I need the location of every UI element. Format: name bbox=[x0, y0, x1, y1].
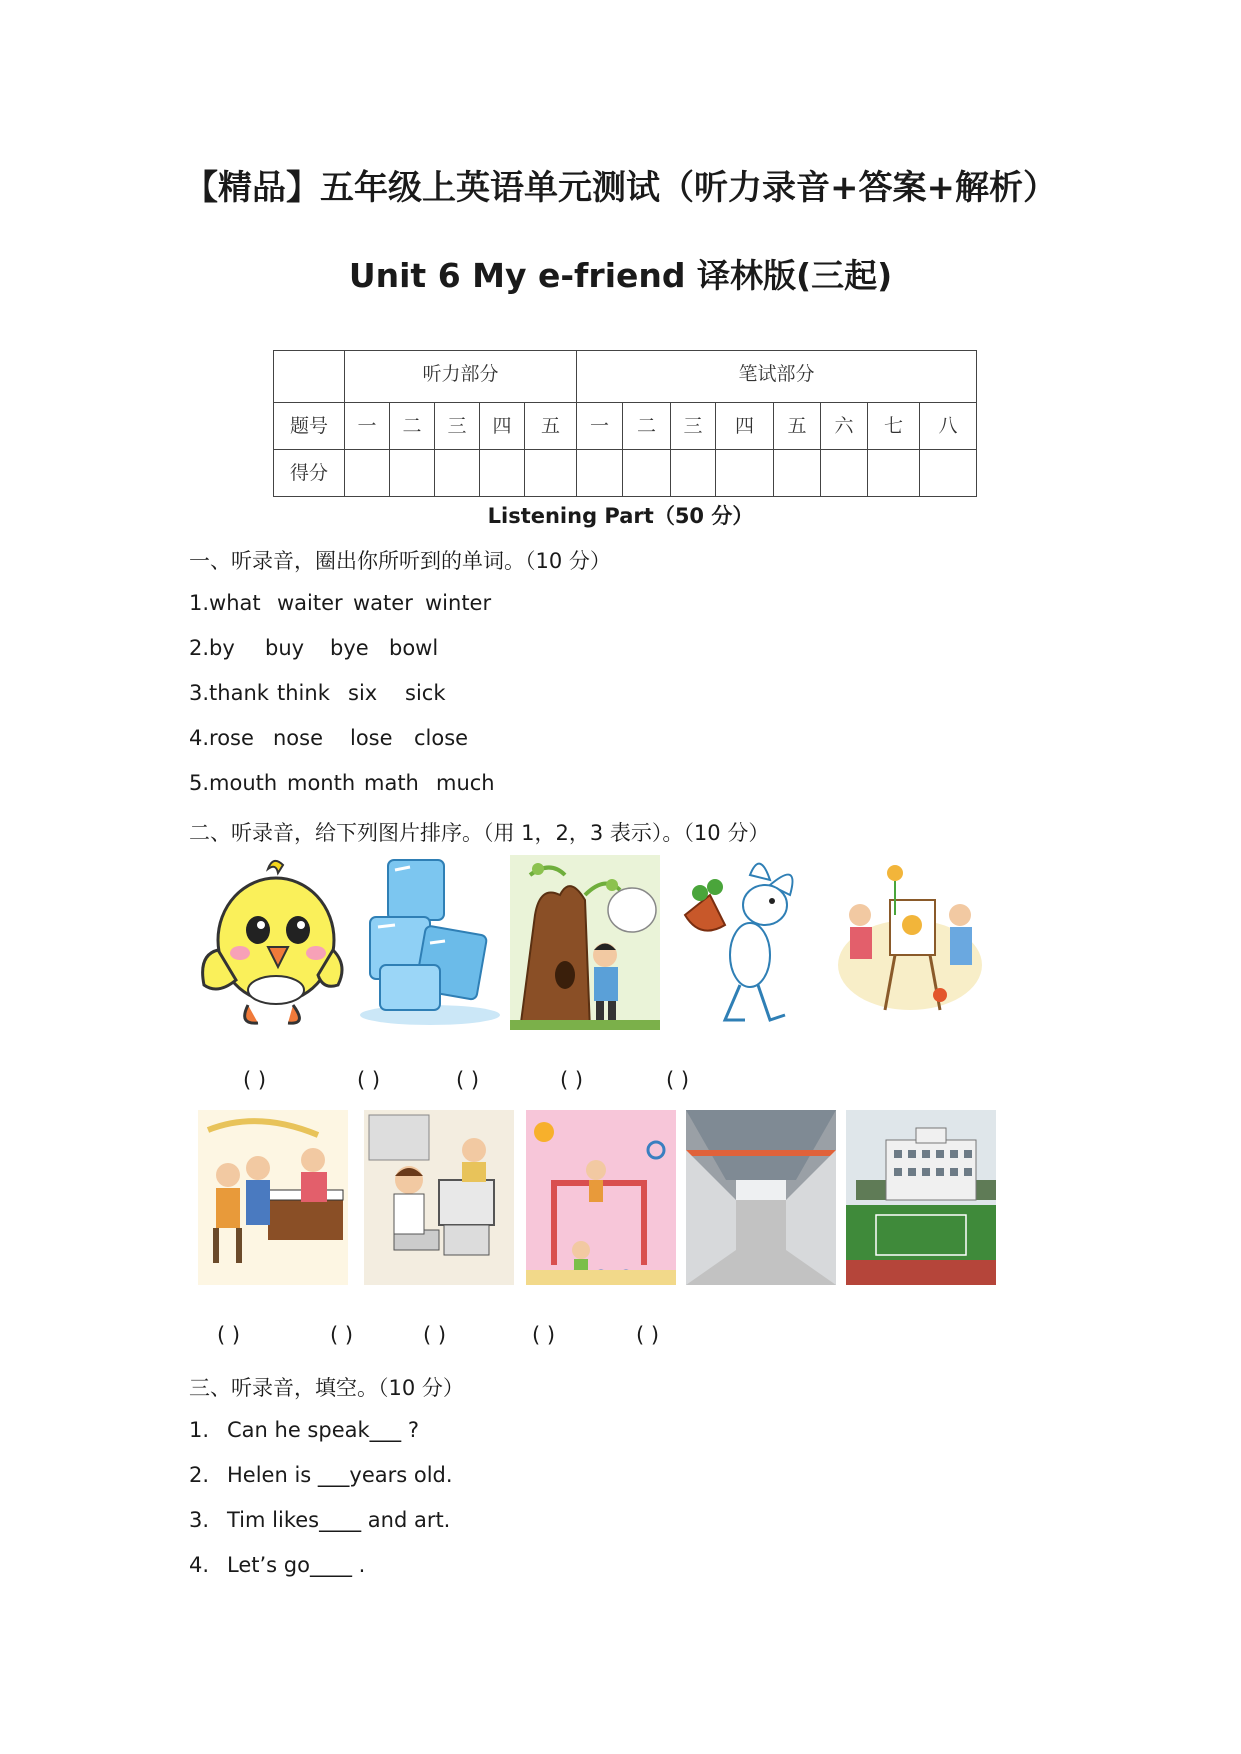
word-row-4 bbox=[189, 726, 468, 750]
fill-item-3 bbox=[189, 1508, 450, 1532]
fill-item-2 bbox=[189, 1463, 453, 1487]
writing-header: 笔试部分 bbox=[577, 351, 977, 403]
listening-header: 听力部分 bbox=[345, 351, 577, 403]
word-option[interactable]: winter bbox=[425, 591, 492, 615]
word-option[interactable]: water bbox=[353, 591, 413, 615]
item-text[interactable]: Helen is ___years old. bbox=[227, 1463, 453, 1487]
qnum-cell: 四 bbox=[716, 403, 774, 450]
ice-cubes-picture bbox=[350, 855, 500, 1030]
boy-and-tree-picture bbox=[510, 855, 660, 1030]
score-cell[interactable] bbox=[671, 450, 716, 497]
qnum-cell: 七 bbox=[868, 403, 920, 450]
word-row-5 bbox=[189, 771, 495, 795]
word-option[interactable]: 5.mouth bbox=[189, 771, 278, 795]
qnum-cell: 二 bbox=[390, 403, 435, 450]
word-option[interactable]: six bbox=[348, 681, 378, 705]
item-text[interactable]: Let’s go____ . bbox=[227, 1553, 366, 1577]
section3-heading: 三、听录音，填空。（10 分） bbox=[189, 1376, 464, 1400]
word-option[interactable]: think bbox=[277, 681, 330, 705]
section1-heading: 一、听录音，圈出你所听到的单词。（10 分） bbox=[189, 549, 611, 573]
fill-item-1 bbox=[189, 1418, 419, 1442]
answer-blank[interactable]: ( ) bbox=[243, 1068, 267, 1092]
factory-hall-picture bbox=[686, 1110, 836, 1285]
item-number: 2. bbox=[189, 1463, 210, 1487]
item-number: 4. bbox=[189, 1553, 210, 1577]
document-title: 【精品】五年级上英语单元测试（听力录音+答案+解析） bbox=[184, 168, 1057, 208]
qnum-label: 题号 bbox=[274, 403, 345, 450]
word-option[interactable]: bye bbox=[330, 636, 369, 660]
answer-blank[interactable]: ( ) bbox=[666, 1068, 690, 1092]
item-text[interactable]: Can he speak___ ? bbox=[227, 1418, 419, 1442]
item-text[interactable]: Tim likes____ and art. bbox=[227, 1508, 451, 1532]
qnum-cell: 一 bbox=[577, 403, 623, 450]
word-option[interactable]: waiter bbox=[277, 591, 343, 615]
score-cell[interactable] bbox=[716, 450, 774, 497]
rabbit-picture bbox=[670, 855, 820, 1030]
score-cell[interactable] bbox=[345, 450, 390, 497]
score-table bbox=[273, 350, 977, 497]
score-cell[interactable] bbox=[525, 450, 577, 497]
qnum-cell: 四 bbox=[480, 403, 525, 450]
word-option[interactable]: nose bbox=[273, 726, 324, 750]
item-number: 3. bbox=[189, 1508, 210, 1532]
score-label: 得分 bbox=[274, 450, 345, 497]
score-cell[interactable] bbox=[868, 450, 920, 497]
answer-blank[interactable]: ( ) bbox=[636, 1323, 660, 1347]
chick-picture bbox=[198, 855, 348, 1030]
word-row-2 bbox=[189, 636, 438, 660]
item-number: 1. bbox=[189, 1418, 210, 1442]
answer-blank[interactable]: ( ) bbox=[357, 1068, 381, 1092]
document-subtitle: Unit 6 My e-friend 译林版(三起) bbox=[348, 256, 893, 295]
score-cell[interactable] bbox=[435, 450, 480, 497]
word-option[interactable]: 2.by bbox=[189, 636, 235, 660]
corner-cell bbox=[274, 351, 345, 403]
answer-blank[interactable]: ( ) bbox=[532, 1323, 556, 1347]
answer-blank[interactable]: ( ) bbox=[423, 1323, 447, 1347]
answer-blank[interactable]: ( ) bbox=[330, 1323, 354, 1347]
score-cell[interactable] bbox=[920, 450, 977, 497]
score-cell[interactable] bbox=[390, 450, 435, 497]
word-option[interactable]: much bbox=[436, 771, 495, 795]
qnum-cell: 八 bbox=[920, 403, 977, 450]
word-row-3 bbox=[189, 681, 445, 705]
score-cell[interactable] bbox=[774, 450, 821, 497]
qnum-cell: 三 bbox=[435, 403, 480, 450]
score-cell[interactable] bbox=[623, 450, 671, 497]
word-option[interactable]: bowl bbox=[389, 636, 439, 660]
painting-class-picture bbox=[835, 855, 985, 1030]
qnum-cell: 二 bbox=[623, 403, 671, 450]
answer-blank[interactable]: ( ) bbox=[456, 1068, 480, 1092]
word-option[interactable]: 1.what bbox=[189, 591, 261, 615]
playground-picture bbox=[526, 1110, 676, 1285]
word-option[interactable]: buy bbox=[265, 636, 305, 660]
school-field-picture bbox=[846, 1110, 996, 1285]
computer-room-picture bbox=[364, 1110, 514, 1285]
score-cell[interactable] bbox=[577, 450, 623, 497]
music-room-picture bbox=[198, 1110, 348, 1285]
score-cell[interactable] bbox=[821, 450, 868, 497]
qnum-cell: 五 bbox=[774, 403, 821, 450]
qnum-cell: 一 bbox=[345, 403, 390, 450]
word-option[interactable]: lose bbox=[350, 726, 393, 750]
word-row-1 bbox=[189, 591, 491, 615]
qnum-cell: 五 bbox=[525, 403, 577, 450]
word-option[interactable]: math bbox=[364, 771, 419, 795]
word-option[interactable]: 3.thank bbox=[189, 681, 269, 705]
section2-heading: 二、听录音，给下列图片排序。（用 1，2，3 表示）。（10 分） bbox=[189, 821, 770, 845]
qnum-cell: 六 bbox=[821, 403, 868, 450]
score-cell[interactable] bbox=[480, 450, 525, 497]
word-option[interactable]: close bbox=[414, 726, 469, 750]
listening-part-heading: Listening Part（50 分） bbox=[487, 504, 754, 528]
word-option[interactable]: sick bbox=[405, 681, 446, 705]
word-option[interactable]: 4.rose bbox=[189, 726, 254, 750]
word-option[interactable]: month bbox=[287, 771, 356, 795]
fill-item-4 bbox=[189, 1553, 365, 1577]
qnum-cell: 三 bbox=[671, 403, 716, 450]
answer-blank[interactable]: ( ) bbox=[217, 1323, 241, 1347]
answer-blank[interactable]: ( ) bbox=[560, 1068, 584, 1092]
